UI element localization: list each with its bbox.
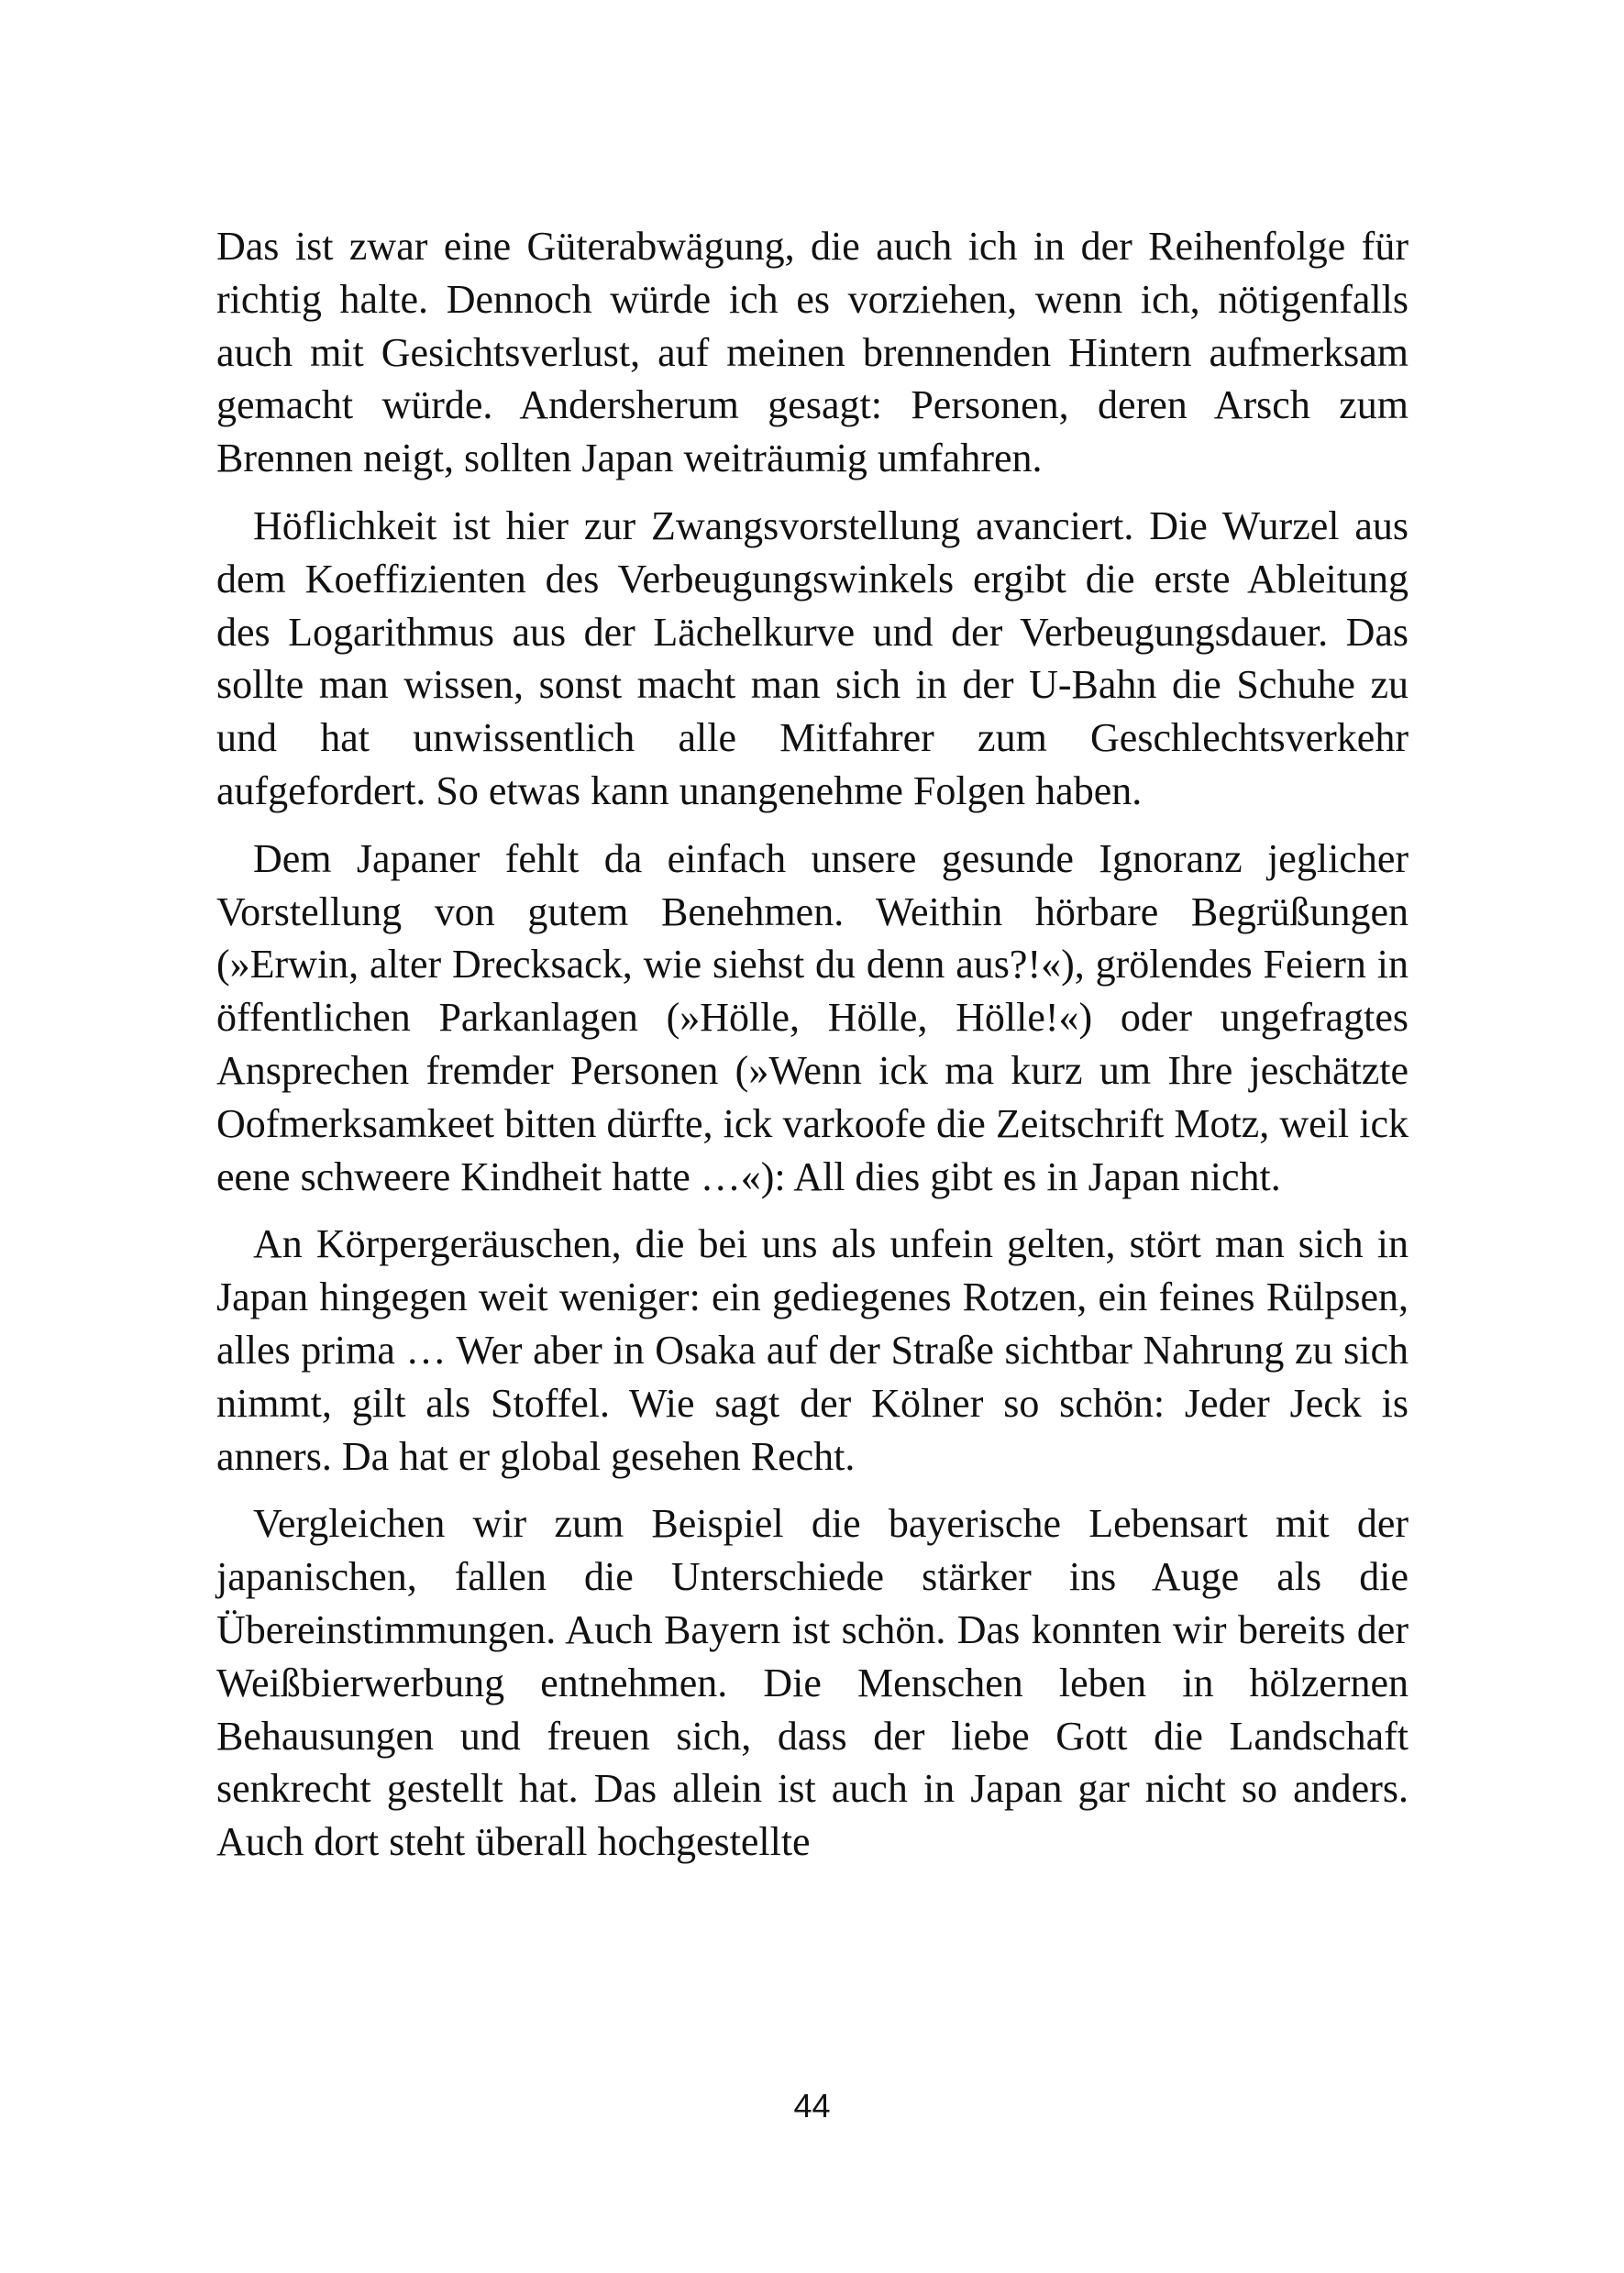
page-number: 44 <box>793 2087 831 2124</box>
paragraph-2: Höflichkeit ist hier zur Zwangsvorstellung avanciert. Die Wurzel aus dem Koeffizienten des Verbeugungswinkels ergibt die erste Ableitung des Logarithmus aus der Lächelkurve und der Verbeugungsdauer. Das sollte man wissen, sonst macht man sich in der U-Bahn die Schuhe zu und hat unwissentlich alle Mitfahrer zum Geschlechtsverkehr aufgefordert. So etwas kann unangenehme Folgen haben. <box>216 502 1409 813</box>
paragraph-4: An Körpergeräuschen, die bei uns als unfein gelten, stört man sich in Japan hingegen weit weniger: ein gediegenes Rotzen, ein feines Rülpsen, alles prima … Wer aber in Osaka auf der Straße sichtbar Nahrung zu sich nimmt, gilt als Stoffel. Wie sagt der Kölner so schön: Jeder Jeck is anners. Da hat er global gesehen Recht. <box>216 1221 1409 1479</box>
paragraph-5: Vergleichen wir zum Beispiel die bayerische Lebensart mit der japanischen, fallen die Unterschiede stärker ins Auge als die Übereinstimmungen. Auch Bayern ist schön. Das konnten wir bereits der Weißbierwerbung entnehmen. Die Menschen leben in hölzernen Behausungen und freuen sich, dass der liebe Gott die Landschaft senkrecht gestellt hat. Das allein ist auch in Japan gar nicht so anders. Auch dort steht überall hochgestellte <box>216 1501 1409 1865</box>
paragraph-3: Dem Japaner fehlt da einfach unsere gesunde Ignoranz jeglicher Vorstellung von gutem Benehmen. Weithin hörbare Begrüßungen (»Erwin, alter Drecksack, wie siehst du denn aus?!«), grölendes Feiern in öffentlichen Parkanlagen (»Hölle, Hölle, Hölle!«) oder ungefragtes Ansprechen fremder Personen (»Wenn ick ma kurz um Ihre jeschätzte Oofmerksamkeet bitten dürfte, ick varkoofe die Zeitschrift Motz, weil ick eene schweere Kindheit hatte …«): All dies gibt es in Japan nicht. <box>216 835 1409 1199</box>
body-text <box>216 220 1409 1869</box>
paragraph-1: Das ist zwar eine Güterabwägung, die auch ich in der Reihenfolge für richtig halte. Dennoch würde ich es vorziehen, wenn ich, nötigenfalls auch mit Gesichtsverlust, auf meinen brennenden Hintern aufmerksam gemacht würde. Andersherum gesagt: Personen, deren Arsch zum Brennen neigt, sollten Japan weiträumig umfahren. <box>216 224 1409 481</box>
